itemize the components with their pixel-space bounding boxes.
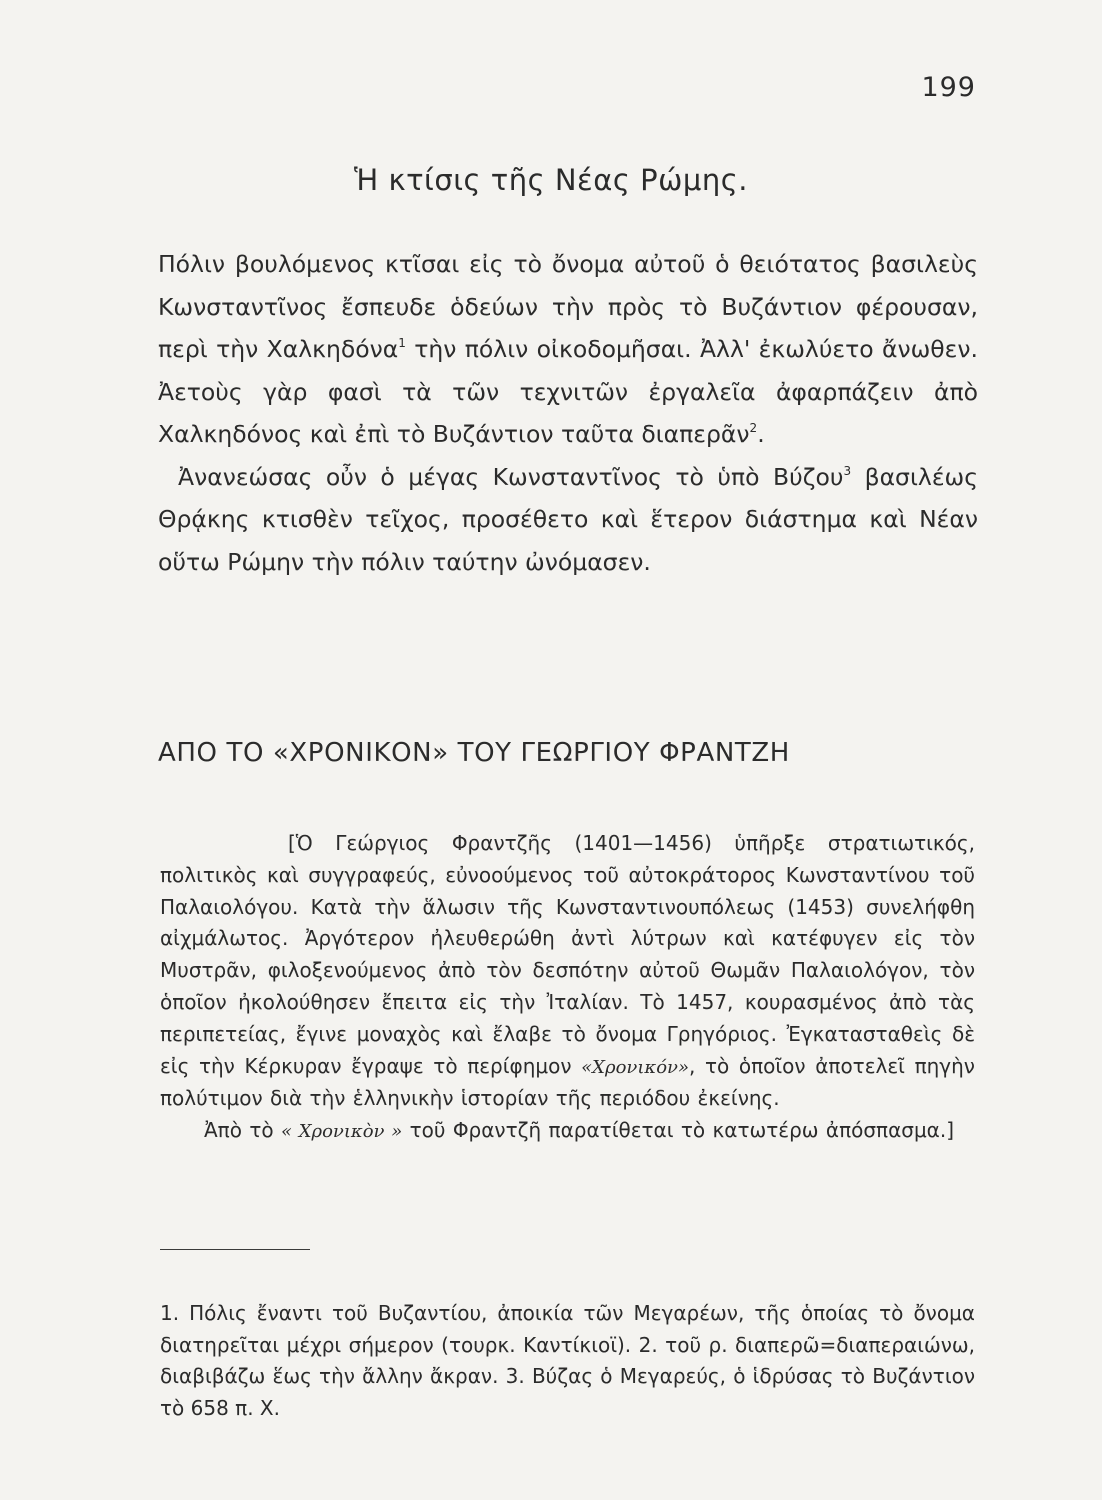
section-title: Ἡ κτίσις τῆς Νέας Ρώμης. [354, 163, 748, 197]
paragraph-1-text-a: Πόλιν βουλόμενος κτῖσαι εἰς τὸ ὄνομα αὐτοῦ ὁ θειότατος βασιλεὺς Κωνσταντῖνος ἔσπευδε ὁδεύων τὴν πρὸς τὸ Βυζάντιον φέρουσαν, περὶ τὴν Χαλκηδόνα [158, 250, 978, 363]
intro-p2-text-a: Ἀπὸ τὸ [204, 1118, 281, 1143]
footnote-ref-1: 1 [398, 336, 406, 350]
chronicle-title: «Χρονικόν» [581, 1056, 689, 1078]
main-text [158, 243, 978, 583]
paragraph-2 [158, 456, 978, 584]
footnote-divider [160, 1249, 310, 1250]
paragraph-1-text-c: . [757, 420, 765, 448]
footnotes-text: 1. Πόλις ἔναντι τοῦ Βυζαντίου, ἀποικία τῶν Μεγαρέων, τῆς ὁποίας τὸ ὄνομα διατηρεῖται μέχρι σήμερον (τουρκ. Καντίκιοϊ). 2. τοῦ ρ. διαπερῶ=διαπεραιώνω, διαβιβάζω ἕως τὴν ἄλλην ἄκραν. 3. Βύζας ὁ Μεγαρεύς, ὁ ἱδρύσας τὸ Βυζάντιον τὸ 658 π. Χ. [160, 1301, 975, 1420]
footnote-ref-2: 2 [749, 421, 758, 435]
intro-paragraph-2 [160, 1115, 975, 1148]
introduction-note [160, 828, 975, 1148]
intro-paragraph-1 [160, 828, 975, 1115]
page-number: 199 [921, 72, 976, 103]
footnotes [160, 1298, 975, 1424]
paragraph-1 [158, 243, 978, 456]
chronicle-title-2: « Χρονικὸν » [280, 1121, 403, 1143]
paragraph-1-text-b: τὴν πόλιν οἰκοδομῆσαι. Ἀλλ' ἐκωλύετο ἄνωθεν. Ἀετοὺς γὰρ φασὶ τὰ τῶν τεχνιτῶν ἐργαλεῖα ἀφαρπάζειν ἀπὸ Χαλκηδόνος καὶ ἐπὶ τὸ Βυζάντιον ταῦτα διαπερᾶν [158, 335, 978, 448]
chapter-heading: ΑΠΟ ΤΟ «ΧΡΟΝΙΚΟΝ» ΤΟΥ ΓΕΩΡΓΙΟΥ ΦΡΑΝΤΖΗ [158, 738, 790, 768]
footnote-ref-3: 3 [843, 463, 852, 478]
intro-p1-text-b: , τὸ ὁποῖον ἀποτελεῖ πηγὴν πολύτιμον διὰ τὴν ἑλληνικὴν ἱστορίαν τῆς περιόδου ἐκείνης. [160, 1053, 975, 1111]
paragraph-2-text-b: βασιλέως Θρᾴκης κτισθὲν τεῖχος, προσέθετο καὶ ἕτερον διάστημα καὶ Νέαν οὕτω Ρώμην τὴν πόλιν ταύτην ὠνόμασεν. [158, 462, 978, 576]
paragraph-2-text-a: Ἀνανεώσας οὖν ὁ μέγας Κωνσταντῖνος τὸ ὑπὸ Βύζου [178, 462, 844, 491]
intro-p1-text-a: [Ὁ Γεώργιος Φραντζῆς (1401—1456) ὑπῆρξε στρατιωτικός, πολιτικὸς καὶ συγγραφεύς, εὐνοούμενος τοῦ αὐτοκράτορος Κωνσταντίνου τοῦ Παλαιολόγου. Κατὰ τὴν ἅλωσιν τῆς Κωνσταντινουπόλεως (1453) συνελήφθη αἰχμάλωτος. Ἀργότερον ἠλευθερώθη ἀντὶ λύτρων καὶ κατέφυγεν εἰς τὸν Μυστρᾶν, φιλοξενούμενος ἀπὸ τὸν δεσπότην αὐτοῦ Θωμᾶν Παλαιολόγον, τὸν ὁποῖον ἠκολούθησεν ἔπειτα εἰς τὴν Ἰταλίαν. Τὸ 1457, κουρασμένος ἀπὸ τὰς περιπετείας, ἔγινε μοναχὸς καὶ ἔλαβε τὸ ὄνομα Γρηγόριος. Ἐγκατασταθεὶς δὲ εἰς τὴν Κέρκυραν ἔγραψε τὸ περίφημον [160, 831, 975, 1078]
intro-p2-text-b: τοῦ Φραντζῆ παρατίθεται τὸ κατωτέρω ἀπόσπασμα.] [402, 1118, 955, 1143]
